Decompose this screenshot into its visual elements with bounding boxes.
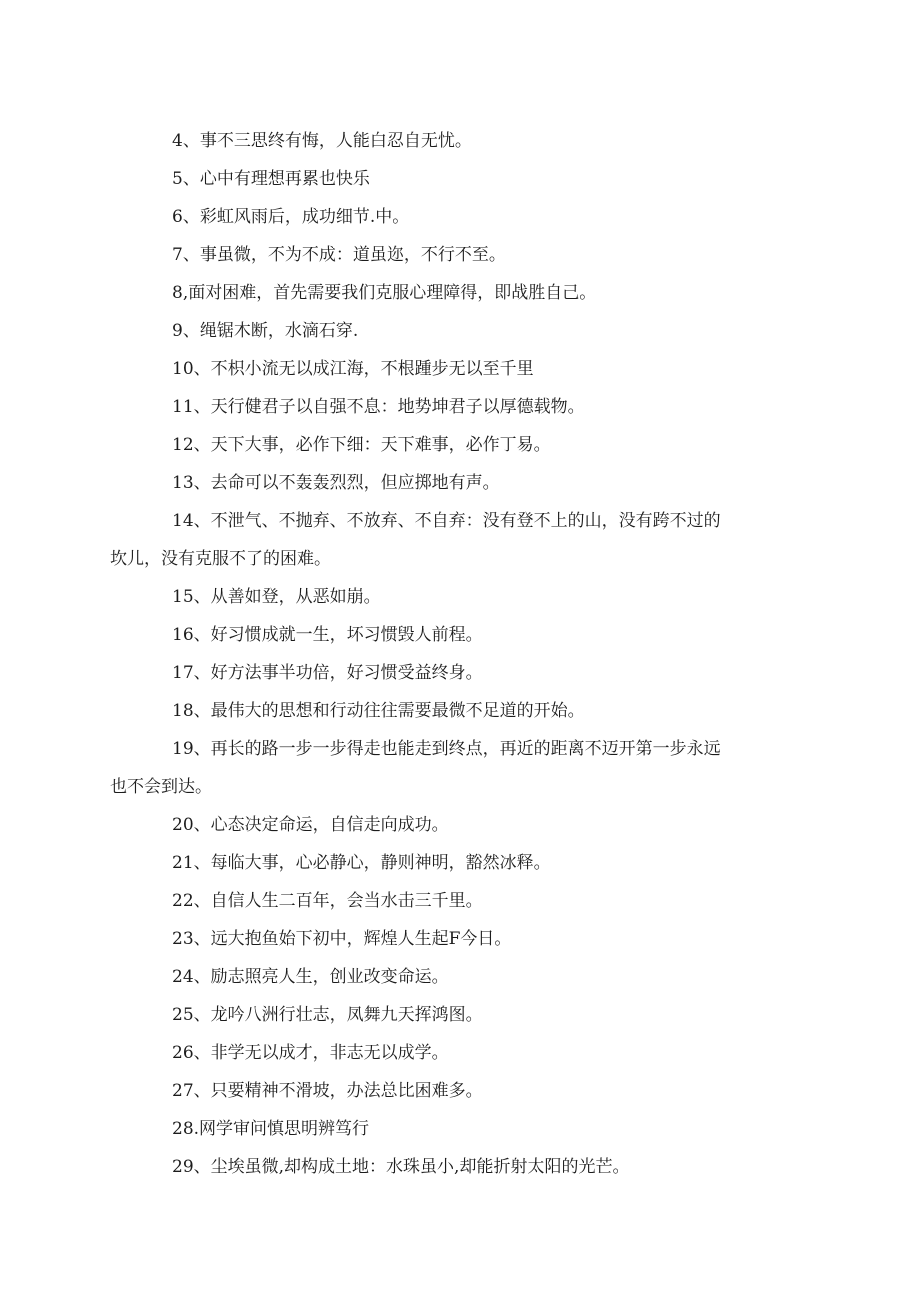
list-item: 4、事不三思终有悔，人能白忍自无忧。: [172, 131, 472, 151]
list-item: 7、事虽微，不为不成：道虽迩，不行不至。: [172, 245, 506, 265]
list-item: 29、尘埃虽微,却构成土地：水珠虽小,却能折射太阳的光芒。: [172, 1157, 630, 1177]
list-item-wrapped: [110, 502, 770, 578]
list-item: 12、天下大事，必作下细：天下难事，必作丁易。: [172, 435, 551, 455]
paragraph-first-line: 14、不泄气、不抛弃、不放弃、不自弃：没有登不上的山，没有跨不过的: [172, 511, 721, 531]
list-item-wrapped: [110, 730, 770, 806]
list-item: 8,面对困难，首先需要我们克服心理障得，即战胜自己。: [172, 283, 597, 303]
list-item: 9、绳锯木断，水滴石穿.: [172, 321, 359, 341]
list-item: 26、非学无以成才，非志无以成学。: [172, 1043, 449, 1063]
list-item: 22、自信人生二百年，会当水击三千里。: [172, 891, 483, 911]
list-item: 27、只要精神不滑坡，办法总比困难多。: [172, 1081, 483, 1101]
list-item: 13、去命可以不轰轰烈烈，但应掷地有声。: [172, 473, 500, 493]
list-item: 6、彩虹风雨后，成功细节.中。: [172, 207, 410, 227]
list-item: 5、心中有理想再累也快乐: [172, 169, 370, 189]
list-item: 21、每临大事，心必静心，静则神明，豁然冰释。: [172, 853, 551, 873]
list-item: 15、从善如登，从恶如崩。: [172, 587, 381, 607]
quote-list: [110, 122, 770, 1186]
list-item: 10、不枳小流无以成江海，不根踵步无以至千里: [172, 359, 534, 379]
list-item: 24、励志照亮人生，创业改变命运。: [172, 967, 449, 987]
list-item: 20、心态决定命运，自信走向成功。: [172, 815, 449, 835]
list-item: 25、龙吟八洲行壮志，凤舞九天挥鸿图。: [172, 1005, 483, 1025]
paragraph-continuation-line: 坎儿，没有克服不了的困难。: [110, 549, 331, 569]
list-item: 11、天行健君子以自强不息：地势坤君子以厚德载物。: [172, 397, 585, 417]
paragraph-first-line: 19、再长的路一步一步得走也能走到终点，再近的距离不迈开第一步永远: [172, 739, 721, 759]
paragraph-continuation-line: 也不会到达。: [110, 777, 212, 797]
list-item: 23、远大抱鱼始下初中，辉煌人生起F今日。: [172, 929, 512, 949]
list-item: 18、最伟大的思想和行动往往需要最微不足道的开始。: [172, 701, 585, 721]
list-item: 16、好习惯成就一生，坏习惯毁人前程。: [172, 625, 483, 645]
list-item: 17、好方法事半功倍，好习惯受益终身。: [172, 663, 483, 683]
list-item: 28.网学审问慎思明辨笃行: [172, 1119, 370, 1139]
